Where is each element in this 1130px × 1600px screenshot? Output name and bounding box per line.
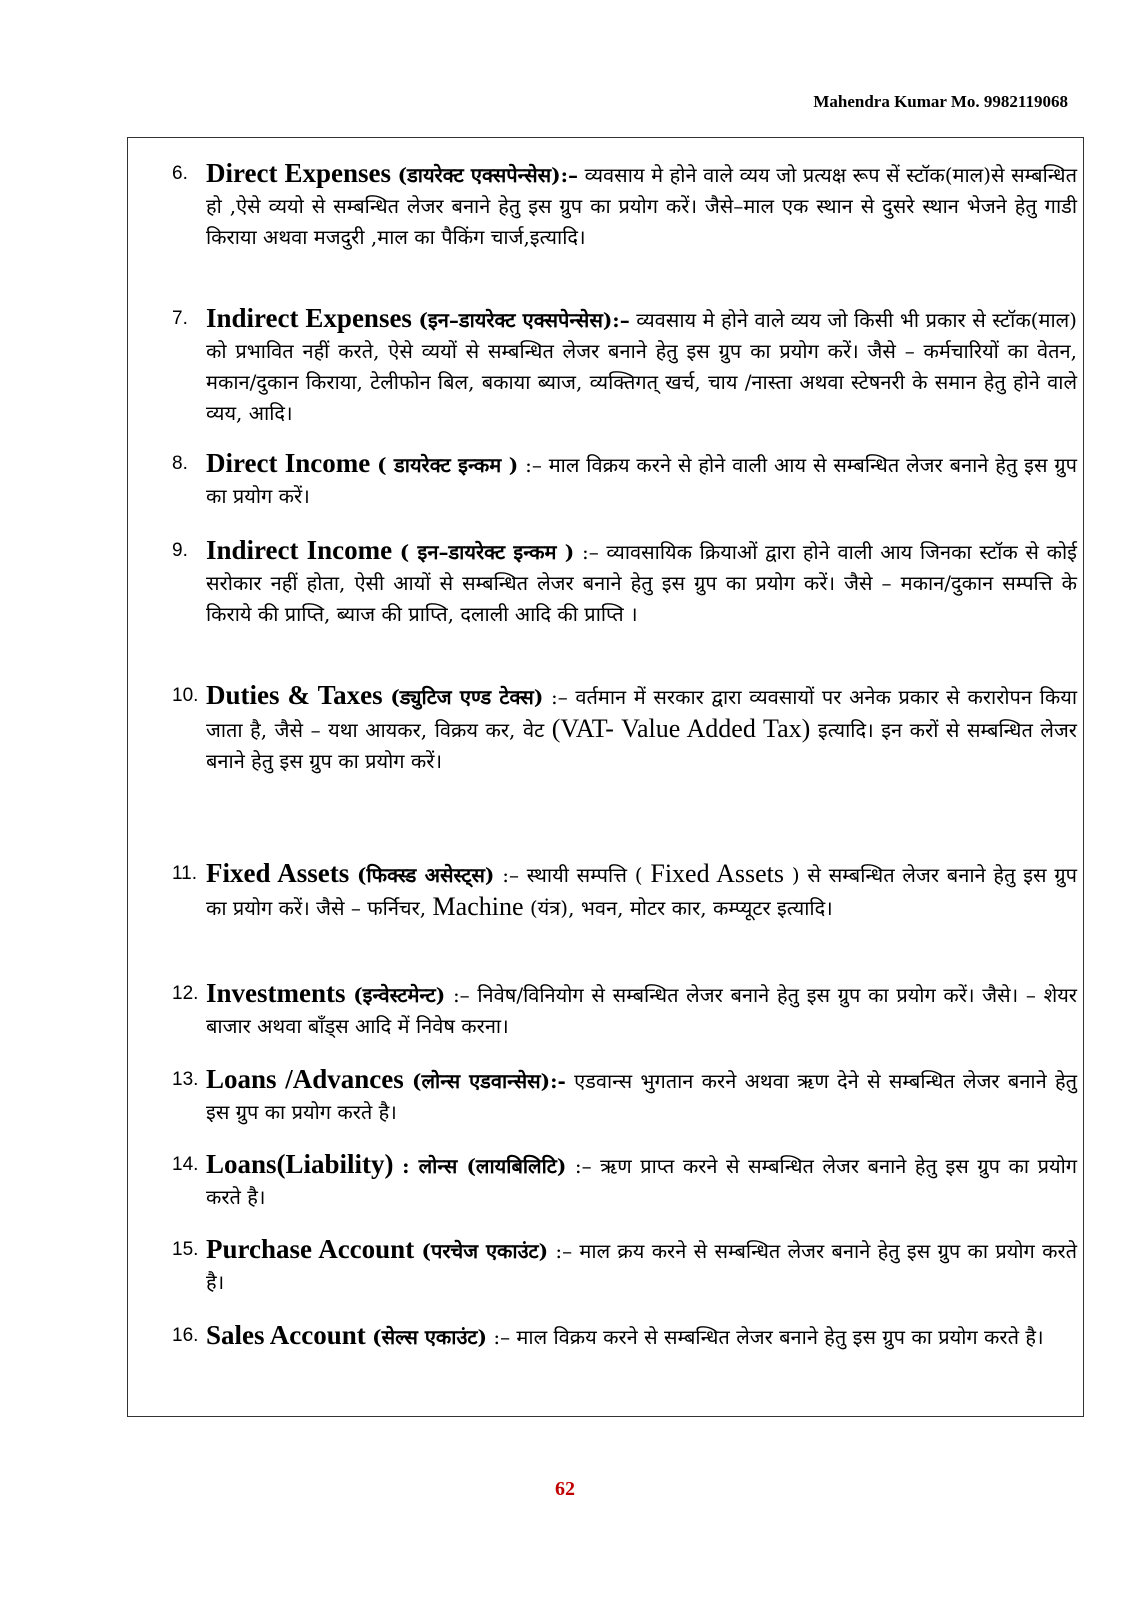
entry-body-english: (VAT- Value Added Tax) bbox=[551, 714, 811, 743]
entry-body: :– निवेष/विनियोग से सम्बन्धित लेजर बनाने हेतु इस ग्रुप का प्रयोग करें। जैसे। – शेयर बाजार अथवा बॉंड्स आदि में निवेष करना। bbox=[206, 983, 1077, 1038]
entry-body: :– व्यावसायिक क्रियाओं द्वारा होने वाली आय जिनका स्टॉक से कोई सरोकार नहीं होता, ऐसी आयों से सम्बन्धित लेजर बनाने हेतु इस ग्रुप का प्रयोग करें। जैसे – मकान/दुकान सम्पत्ति के किराये की प्राप्ति, ब्याज की प्राप्ति, दलाली आदि की प्राप्ति । bbox=[206, 540, 1077, 626]
entry-loans-liability bbox=[172, 1149, 1077, 1213]
entry-indirect-income bbox=[172, 535, 1077, 630]
entry-body: इत्यादि। इन करों से सम्बन्धित लेजर बनाने हेतु इस ग्रुप का प्रयोग करें। bbox=[206, 718, 1077, 773]
entry-title-en: Indirect Expenses bbox=[206, 303, 412, 333]
entry-number: 14. bbox=[172, 1154, 199, 1175]
entry-title-hi: (फिक्स्ड असेस्ट्स) bbox=[357, 863, 495, 887]
entry-number: 16. bbox=[172, 1325, 199, 1346]
entry-number: 8. bbox=[172, 453, 188, 474]
entry-body: :– माल विक्रय करने से होने वाली आय से सम्बन्धित लेजर बनाने हेतु इस ग्रुप का प्रयोग करें। bbox=[206, 453, 1078, 508]
entry-sales-account bbox=[172, 1320, 1077, 1353]
entry-number: 15. bbox=[172, 1239, 199, 1260]
page-number: 62 bbox=[555, 1478, 575, 1500]
entry-title-hi: (डायरेक्ट एक्सपेन्सेस):– bbox=[397, 163, 578, 187]
entry-investments bbox=[172, 978, 1077, 1042]
entry-body: :– वर्तमान में सरकार द्वारा व्यवसायों पर अनेक प्रकार से करारोपन किया जाता है, जैसे – यथा आयकर, विक्रय कर, वेट bbox=[206, 685, 1077, 742]
entry-body: व्यवसाय मे होने वाले व्यय जो किसी भी प्रकार से स्टॉक(माल) को प्रभावित नहीं करते, ऐसे व्ययों से सम्बन्धित लेजर बनाने हेतु इस ग्रुप का प्रयोग करें। जैसे – कर्मचारियों का वेतन, मकान/दुकान किराया, टेलीफोन बिल, बकाया ब्याज, व्यक्तिगत् खर्च, चाय /नास्ता अथवा स्टेषनरी के समान हेतु होने वाले व्यय, आदि। bbox=[206, 308, 1077, 425]
entry-direct-income bbox=[172, 448, 1077, 512]
entry-body: :– स्थायी सम्पत्ति ( bbox=[502, 863, 643, 887]
entry-body: एडवान्स भुगतान करने अथवा ऋण देने से सम्बन्धित लेजर बनाने हेतु इस ग्रुप का प्रयोग करते है। bbox=[206, 1069, 1078, 1124]
entry-body: व्यवसाय मे होने वाले व्यय जो प्रत्यक्ष रूप सें स्टॉक(माल)से सम्बन्धित हो ,ऐसे व्ययो से सम्बन्धित लेजर बनाने हेतु इस ग्रुप का प्रयोग करें। जैसे–माल एक स्थान से दुसरे स्थान भेजने हेतु गाडी किराया अथवा मजदुरी ,माल का पैकिंग चार्ज,इत्यादि। bbox=[206, 163, 1078, 249]
entry-title-hi: ( डायरेक्ट इन्कम ) bbox=[377, 453, 519, 477]
entry-number: 10. bbox=[172, 685, 199, 706]
entry-body: (यंत्र), भवन, मोटर कार, कम्प्यूटर इत्यादि। bbox=[529, 896, 833, 920]
entry-direct-expenses bbox=[172, 158, 1077, 253]
entry-title-en: Loans(Liability) bbox=[206, 1149, 394, 1179]
entry-purchase-account bbox=[172, 1234, 1077, 1298]
entry-title-hi: (इन्वेस्टमेन्ट) bbox=[353, 983, 446, 1007]
author-contact-header: Mahendra Kumar Mo. 9982119068 bbox=[813, 92, 1068, 111]
entry-number: 6. bbox=[172, 163, 188, 184]
entry-title-hi: (इन–डायरेक्ट एक्सपेन्सेस):– bbox=[418, 308, 630, 332]
entry-duties-taxes bbox=[172, 680, 1077, 777]
entry-fixed-assets bbox=[172, 858, 1077, 924]
entry-title-en: Sales Account bbox=[206, 1320, 366, 1350]
entry-body: :– माल क्रय करने से सम्बन्धित लेजर बनाने हेतु इस ग्रुप का प्रयोग करते है। bbox=[206, 1239, 1078, 1294]
entry-title-hi: ( इन–डायरेक्ट इन्कम ) bbox=[399, 540, 575, 564]
entry-title-en: Loans /Advances bbox=[206, 1064, 404, 1094]
entry-title-en: Direct Expenses bbox=[206, 158, 391, 188]
entry-number: 13. bbox=[172, 1069, 199, 1090]
entry-title-en: Duties & Taxes bbox=[206, 680, 383, 710]
entry-number: 7. bbox=[172, 308, 188, 329]
entry-body: :– ऋण प्राप्त करने से सम्बन्धित लेजर बनाने हेतु इस ग्रुप का प्रयोग करते है। bbox=[206, 1154, 1078, 1209]
entry-body: ) से सम्बन्धित लेजर बनाने हेतु इस ग्रुप का प्रयोग करें। जैसे – फर्निचर, bbox=[206, 863, 1078, 920]
entry-title-en: Direct Income bbox=[206, 448, 371, 478]
entry-title-en: Indirect Income bbox=[206, 535, 393, 565]
entry-title-en: Investments bbox=[206, 978, 346, 1008]
entry-number: 11. bbox=[172, 863, 198, 884]
entry-title-en: Fixed Assets bbox=[206, 858, 350, 888]
entry-title-hi: (ड्युटिज एण्ड टेक्स) bbox=[390, 685, 544, 709]
entry-body-english: Fixed Assets bbox=[650, 859, 785, 888]
entry-body: :– माल विक्रय करने से सम्बन्धित लेजर बनाने हेतु इस ग्रुप का प्रयोग करते है। bbox=[493, 1325, 1044, 1349]
entry-body-english: Machine bbox=[432, 892, 524, 921]
entry-number: 12. bbox=[172, 983, 199, 1004]
entry-title-en: Purchase Account bbox=[206, 1234, 415, 1264]
entry-loans-advances bbox=[172, 1064, 1077, 1128]
entry-title-hi: (लोन्स एडवान्सेस):- bbox=[412, 1069, 566, 1093]
entry-indirect-expenses bbox=[172, 303, 1077, 429]
entry-number: 9. bbox=[172, 540, 188, 561]
entry-title-hi: (सेल्स एकाउंट) bbox=[372, 1325, 487, 1349]
entry-title-hi: (परचेज एकाउंट) bbox=[421, 1239, 549, 1263]
entry-title-hi: : लोन्स (लायबिलिटि) bbox=[402, 1154, 567, 1178]
